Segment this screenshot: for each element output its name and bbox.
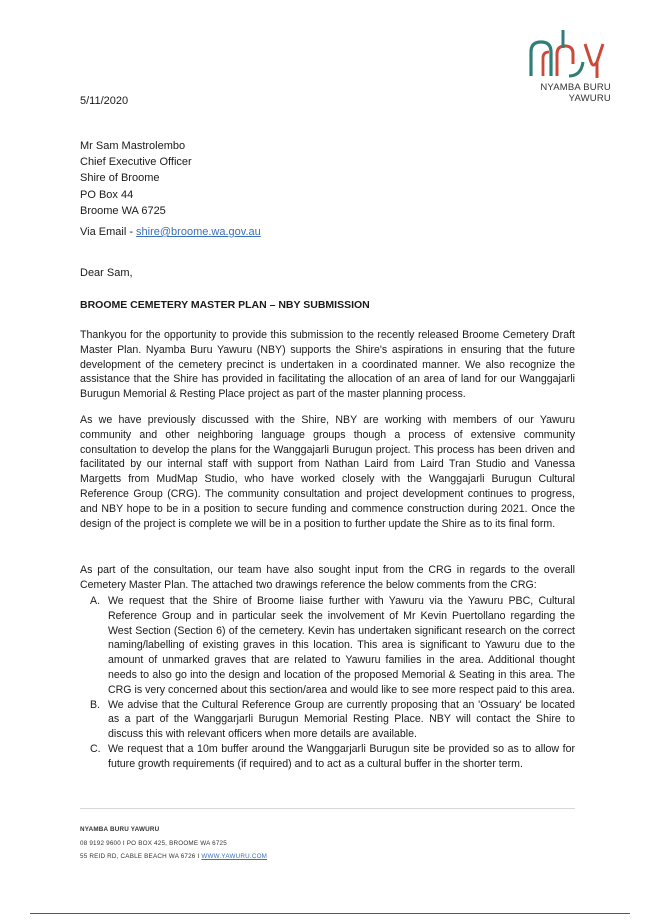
footer-address <box>80 850 267 864</box>
paragraph-2: As we have previously discussed with the Shire, NBY are working with members of our Yawuru community and other neighboring language groups though a process of extensive community consultation to develop the plans for the Wanggajarli Burugun project. This process has been driven and facilitated by our internal staff with support from Nathan Laird from Laird Tran Studio and Vanessa Margetts from MudMap Studio, who have worked closely with the Wanggajarli Burugun Cultural Reference Group (CRG). The community consultation and project development continues to progress, and NBY hope to be in a position to secure funding and commence construction during 2021. Once the design of the project is complete we will be in a position to further update the Shire as to its final form. <box>80 414 575 530</box>
letter-date: 5/11/2020 <box>80 95 129 107</box>
recipient-po-box: PO Box 44 <box>80 188 134 201</box>
list-item <box>90 698 575 742</box>
via-email-prefix: Via Email - <box>80 226 137 238</box>
list-item <box>90 742 575 772</box>
footer-website-link[interactable]: WWW.YAWURU.COM <box>201 853 268 860</box>
list-item-letter: A. <box>90 595 101 607</box>
subject-heading: BROOME CEMETERY MASTER PLAN – NBY SUBMISSION <box>80 299 370 311</box>
recipient-name: Mr Sam Mastrolembo <box>80 140 186 152</box>
list-item-text: We request that a 10m buffer around the Wanggarjarli Burugun site be provided so as to allow for future growth requirements (if required) and to act as a cultural buffer in the shorter term. <box>108 742 575 770</box>
page-bottom-rule <box>30 913 630 914</box>
logo-line-1: NYAMBA BURU <box>540 82 611 93</box>
via-email <box>80 226 261 238</box>
list-item <box>90 594 575 698</box>
crg-comments-list <box>90 594 575 772</box>
list-item-letter: B. <box>90 698 101 711</box>
recipient-address <box>80 138 192 219</box>
footer-contact: 08 9192 9600 I PO BOX 425, BROOME WA 6725 <box>80 839 227 847</box>
footer-address-text: 55 REID RD, CABLE BEACH WA 6726 I <box>80 853 202 860</box>
email-link[interactable]: shire@broome.wa.gov.au <box>136 226 261 238</box>
recipient-city: Broome WA 6725 <box>80 204 166 217</box>
list-item-letter: C. <box>90 742 101 755</box>
recipient-org: Shire of Broome <box>80 172 160 185</box>
logo-line-2: YAWURU <box>568 93 611 104</box>
footer-divider <box>80 808 575 809</box>
greeting: Dear Sam, <box>80 267 133 279</box>
paragraph-3: As part of the consultation, our team have also sought input from the CRG in regards to the overall Cemetery Master Plan. The attached two drawings reference the below comments from the CRG: <box>80 564 575 591</box>
recipient-title: Chief Executive Officer <box>80 156 192 169</box>
footer-org: NYAMBA BURU YAWURU <box>80 826 160 833</box>
footer <box>80 823 267 864</box>
paragraph-1: Thankyou for the opportunity to provide this submission to the recently released Broome Cemetery Draft Master Plan. Nyamba Buru Yawuru (NBY) supports the Shire's aspirations in ensuring that the future development of the cemetery precinct is undertaken in a coordinated manner. We also recognize the assistance that the Shire has provided in facilitating the allocation of an area of land for our Wanggajarli Burugun Memorial & Resting Place project as part of the master planning process. <box>80 329 575 401</box>
list-item-text: We request that the Shire of Broome liaise further with Yawuru via the Yawuru PBC, Cultural Reference Group and in particular seek the involvement of Mr Kevin Puertollano regarding the West Section (Section 6) of the cemetery. Kevin has undertaken significant research on the correct naming/labelling of existing graves in this location. This area is significant to Yawuru due to the amount of unmarked graves that are related to Yawuru families in the area. Additional thought needs to also go into the design and location of the proposed Memorial & Seating in this area. The CRG is very concerned about this section/area and would like to see more respect paid to this area. <box>108 595 575 696</box>
nyamba-buru-yawuru-logo <box>519 28 611 114</box>
list-item-text: We advise that the Cultural Reference Group are currently proposing that an 'Ossuary' be located as a part of the Wanggarjarli Burugun Memorial Resting Place. NBY will contact the Shire to discuss this with relevant officers when more details are available. <box>108 698 575 741</box>
logo-mark-icon <box>523 28 607 80</box>
